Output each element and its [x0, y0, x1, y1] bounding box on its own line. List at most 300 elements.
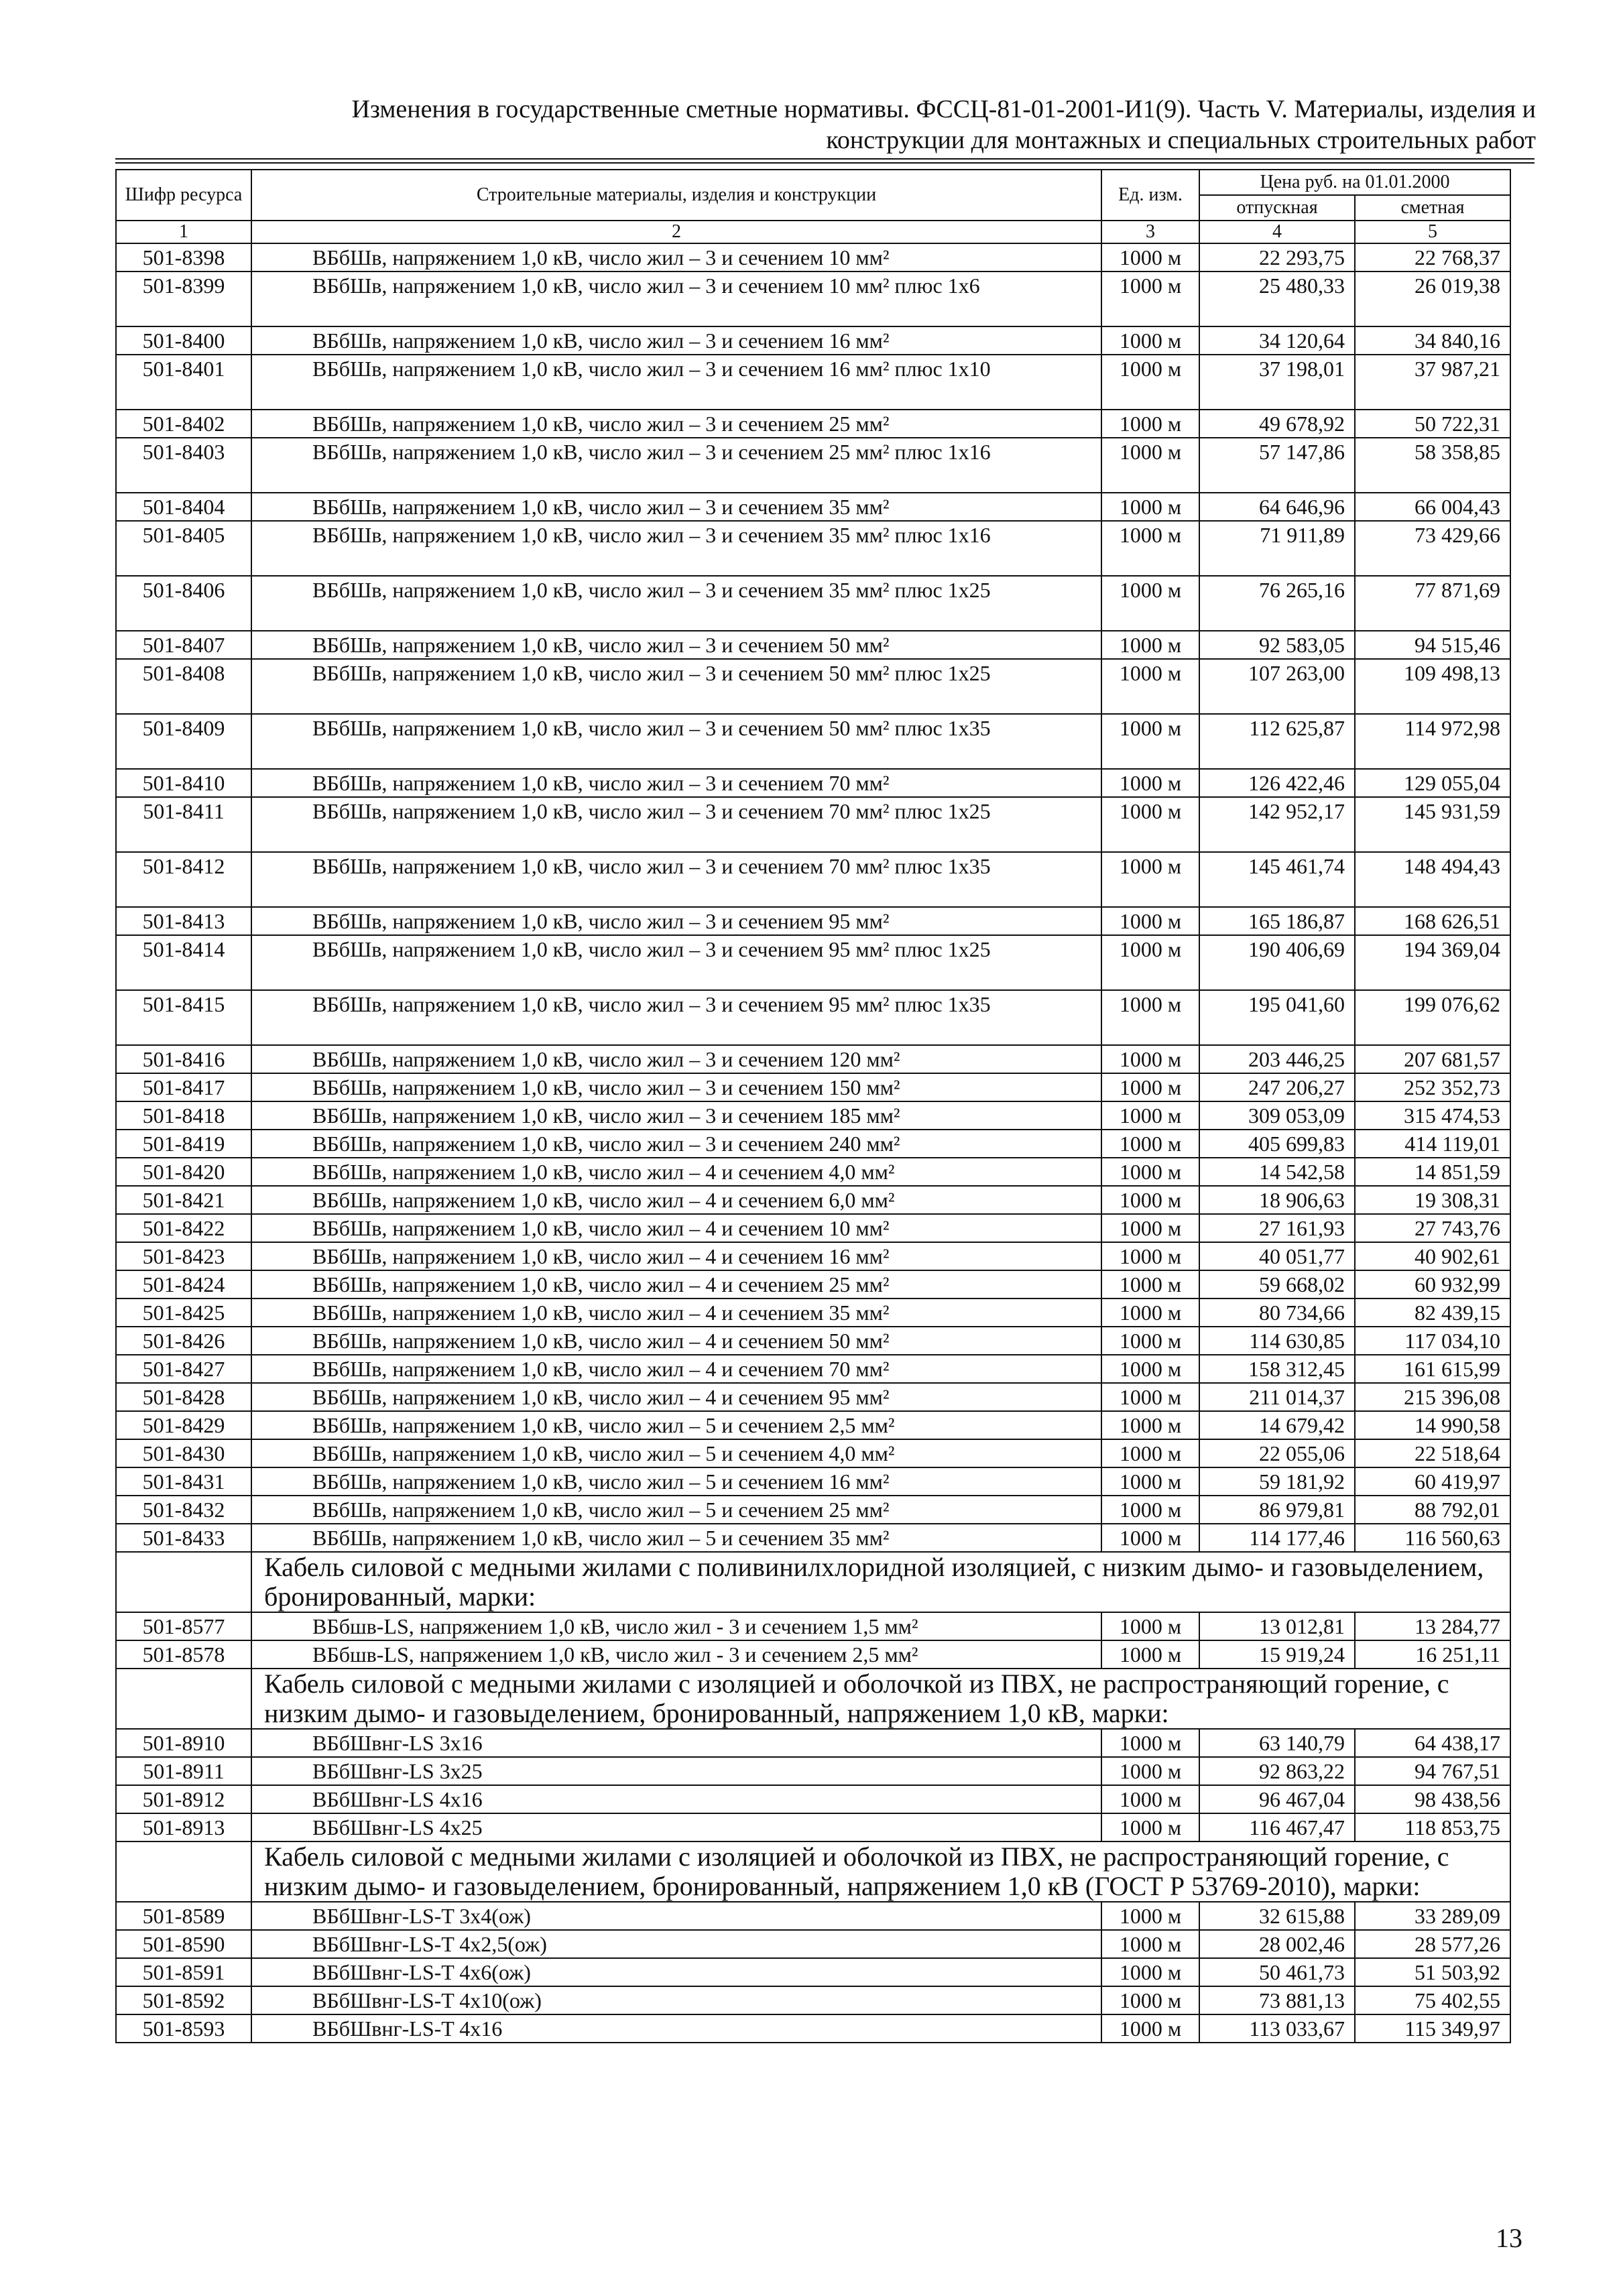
resource-code: 501-8420	[116, 1158, 251, 1186]
material-name: ВБбШв, напряжением 1,0 кВ, число жил – 4 и сечением 35 мм²	[251, 1298, 1101, 1327]
section-code-empty	[116, 1669, 251, 1729]
material-name: ВБбШв, напряжением 1,0 кВ, число жил – 3 и сечением 25 мм² плюс 1х16	[251, 438, 1101, 493]
table-row	[116, 271, 1510, 326]
section-title: Кабель силовой с медными жилами с изоляцией и оболочкой из ПВХ, не распространяющий горение, с низким дымо- и газовыделением, бронированный, напряжением 1,0 кВ, марки:	[251, 1669, 1510, 1729]
unit-of-measure: 1000 м	[1101, 1073, 1199, 1101]
estimate-price: 116 560,63	[1355, 1524, 1510, 1552]
table-row	[116, 1986, 1510, 2014]
material-name: ВБбШв, напряжением 1,0 кВ, число жил – 3 и сечением 25 мм²	[251, 410, 1101, 438]
table-row	[116, 1214, 1510, 1242]
column-number: 3	[1101, 221, 1199, 243]
material-name: ВБбШв, напряжением 1,0 кВ, число жил – 3 и сечением 10 мм²	[251, 243, 1101, 271]
resource-code: 501-8410	[116, 769, 251, 797]
table-row	[116, 493, 1510, 521]
resource-code: 501-8433	[116, 1524, 251, 1552]
resource-code: 501-8416	[116, 1045, 251, 1073]
table-row	[116, 935, 1510, 990]
estimate-price: 145 931,59	[1355, 797, 1510, 852]
table-row	[116, 576, 1510, 631]
unit-of-measure: 1000 м	[1101, 1930, 1199, 1958]
unit-of-measure: 1000 м	[1101, 1270, 1199, 1298]
resource-code: 501-8426	[116, 1327, 251, 1355]
release-price: 165 186,87	[1199, 907, 1355, 935]
material-name: ВБбШвнг-LS-T 4х2,5(ож)	[251, 1930, 1101, 1958]
unit-of-measure: 1000 м	[1101, 1813, 1199, 1841]
unit-of-measure: 1000 м	[1101, 1496, 1199, 1524]
resource-code: 501-8413	[116, 907, 251, 935]
material-name: ВБбШв, напряжением 1,0 кВ, число жил – 3 и сечением 185 мм²	[251, 1101, 1101, 1130]
unit-of-measure: 1000 м	[1101, 1902, 1199, 1930]
unit-of-measure: 1000 м	[1101, 1729, 1199, 1757]
estimate-price: 114 972,98	[1355, 714, 1510, 769]
material-name: ВБбШв, напряжением 1,0 кВ, число жил – 3 и сечением 95 мм²	[251, 907, 1101, 935]
resource-code: 501-8591	[116, 1958, 251, 1986]
unit-of-measure: 1000 м	[1101, 659, 1199, 714]
material-name: ВБбШв, напряжением 1,0 кВ, число жил – 3 и сечением 150 мм²	[251, 1073, 1101, 1101]
unit-of-measure: 1000 м	[1101, 1327, 1199, 1355]
unit-of-measure: 1000 м	[1101, 1158, 1199, 1186]
estimate-price: 26 019,38	[1355, 271, 1510, 326]
resource-code: 501-8400	[116, 326, 251, 355]
resource-code: 501-8405	[116, 521, 251, 576]
resource-code: 501-8592	[116, 1986, 251, 2014]
table-row	[116, 631, 1510, 659]
release-price: 25 480,33	[1199, 271, 1355, 326]
table-row	[116, 1813, 1510, 1841]
unit-of-measure: 1000 м	[1101, 1214, 1199, 1242]
estimate-price: 51 503,92	[1355, 1958, 1510, 1986]
resource-code: 501-8430	[116, 1439, 251, 1467]
estimate-price: 22 518,64	[1355, 1439, 1510, 1467]
material-name: ВБбШв, напряжением 1,0 кВ, число жил – 4 и сечением 95 мм²	[251, 1383, 1101, 1411]
unit-of-measure: 1000 м	[1101, 714, 1199, 769]
material-name: ВБбшв-LS, напряжением 1,0 кВ, число жил - 3 и сечением 1,5 мм²	[251, 1612, 1101, 1640]
material-name: ВБбШв, напряжением 1,0 кВ, число жил – 3 и сечением 10 мм² плюс 1х6	[251, 271, 1101, 326]
table-row	[116, 1130, 1510, 1158]
column-number: 1	[116, 221, 251, 243]
estimate-price: 13 284,77	[1355, 1612, 1510, 1640]
unit-of-measure: 1000 м	[1101, 1130, 1199, 1158]
section-row	[116, 1669, 1510, 1729]
material-name: ВБбШвнг-LS 4х25	[251, 1813, 1101, 1841]
unit-of-measure: 1000 м	[1101, 1186, 1199, 1214]
unit-of-measure: 1000 м	[1101, 935, 1199, 990]
unit-of-measure: 1000 м	[1101, 1242, 1199, 1270]
release-price: 71 911,89	[1199, 521, 1355, 576]
table-row	[116, 521, 1510, 576]
resource-code: 501-8425	[116, 1298, 251, 1327]
header-price-release: отпускная	[1199, 195, 1355, 221]
table-row	[116, 769, 1510, 797]
estimate-price: 117 034,10	[1355, 1327, 1510, 1355]
unit-of-measure: 1000 м	[1101, 438, 1199, 493]
table-row	[116, 1327, 1510, 1355]
resource-code: 501-8399	[116, 271, 251, 326]
resource-code: 501-8401	[116, 355, 251, 410]
table-row	[116, 1045, 1510, 1073]
unit-of-measure: 1000 м	[1101, 1757, 1199, 1785]
estimate-price: 109 498,13	[1355, 659, 1510, 714]
material-name: ВБбШв, напряжением 1,0 кВ, число жил – 3 и сечением 70 мм² плюс 1х25	[251, 797, 1101, 852]
estimate-price: 16 251,11	[1355, 1640, 1510, 1669]
estimate-price: 66 004,43	[1355, 493, 1510, 521]
header-price-estimate: сметная	[1355, 195, 1510, 221]
price-table-container	[115, 169, 1510, 2043]
table-row	[116, 1785, 1510, 1813]
material-name: ВБбШв, напряжением 1,0 кВ, число жил – 3 и сечением 35 мм² плюс 1х25	[251, 576, 1101, 631]
material-name: ВБбШв, напряжением 1,0 кВ, число жил – 3 и сечением 50 мм² плюс 1х25	[251, 659, 1101, 714]
resource-code: 501-8590	[116, 1930, 251, 1958]
estimate-price: 148 494,43	[1355, 852, 1510, 907]
estimate-price: 98 438,56	[1355, 1785, 1510, 1813]
material-name: ВБбШв, напряжением 1,0 кВ, число жил – 5 и сечением 25 мм²	[251, 1496, 1101, 1524]
release-price: 40 051,77	[1199, 1242, 1355, 1270]
estimate-price: 22 768,37	[1355, 243, 1510, 271]
header-line-2: конструкции для монтажных и специальных строительных работ	[826, 126, 1536, 154]
table-row	[116, 410, 1510, 438]
material-name: ВБбШв, напряжением 1,0 кВ, число жил – 3 и сечением 70 мм² плюс 1х35	[251, 852, 1101, 907]
release-price: 190 406,69	[1199, 935, 1355, 990]
unit-of-measure: 1000 м	[1101, 1045, 1199, 1073]
document-header	[201, 94, 1536, 156]
release-price: 34 120,64	[1199, 326, 1355, 355]
release-price: 309 053,09	[1199, 1101, 1355, 1130]
section-title: Кабель силовой с медными жилами с поливинилхлоридной изоляцией, с низким дымо- и газовыделением, бронированный, марки:	[251, 1552, 1510, 1612]
resource-code: 501-8589	[116, 1902, 251, 1930]
resource-code: 501-8593	[116, 2014, 251, 2043]
unit-of-measure: 1000 м	[1101, 1958, 1199, 1986]
material-name: ВБбШв, напряжением 1,0 кВ, число жил – 4 и сечением 6,0 мм²	[251, 1186, 1101, 1214]
resource-code: 501-8415	[116, 990, 251, 1045]
release-price: 112 625,87	[1199, 714, 1355, 769]
release-price: 18 906,63	[1199, 1186, 1355, 1214]
release-price: 73 881,13	[1199, 1986, 1355, 2014]
release-price: 49 678,92	[1199, 410, 1355, 438]
release-price: 113 033,67	[1199, 2014, 1355, 2043]
table-row	[116, 1383, 1510, 1411]
estimate-price: 14 990,58	[1355, 1411, 1510, 1439]
estimate-price: 168 626,51	[1355, 907, 1510, 935]
estimate-price: 19 308,31	[1355, 1186, 1510, 1214]
estimate-price: 33 289,09	[1355, 1902, 1510, 1930]
header-unit: Ед. изм.	[1101, 170, 1199, 221]
release-price: 59 668,02	[1199, 1270, 1355, 1298]
release-price: 32 615,88	[1199, 1902, 1355, 1930]
resource-code: 501-8422	[116, 1214, 251, 1242]
table-row	[116, 1073, 1510, 1101]
resource-code: 501-8403	[116, 438, 251, 493]
material-name: ВБбШвнг-LS-T 3х4(ож)	[251, 1902, 1101, 1930]
page-number: 13	[1496, 2223, 1522, 2253]
material-name: ВБбШв, напряжением 1,0 кВ, число жил – 5 и сечением 4,0 мм²	[251, 1439, 1101, 1467]
material-name: ВБбШв, напряжением 1,0 кВ, число жил – 3 и сечением 16 мм² плюс 1х10	[251, 355, 1101, 410]
material-name: ВБбШв, напряжением 1,0 кВ, число жил – 5 и сечением 2,5 мм²	[251, 1411, 1101, 1439]
material-name: ВБбШв, напряжением 1,0 кВ, число жил – 4 и сечением 16 мм²	[251, 1242, 1101, 1270]
resource-code: 501-8429	[116, 1411, 251, 1439]
unit-of-measure: 1000 м	[1101, 907, 1199, 935]
release-price: 145 461,74	[1199, 852, 1355, 907]
release-price: 14 542,58	[1199, 1158, 1355, 1186]
unit-of-measure: 1000 м	[1101, 852, 1199, 907]
unit-of-measure: 1000 м	[1101, 769, 1199, 797]
resource-code: 501-8431	[116, 1467, 251, 1496]
table-row	[116, 326, 1510, 355]
section-row	[116, 1841, 1510, 1902]
unit-of-measure: 1000 м	[1101, 2014, 1199, 2043]
material-name: ВБбШв, напряжением 1,0 кВ, число жил – 3 и сечением 50 мм²	[251, 631, 1101, 659]
table-row	[116, 1958, 1510, 1986]
material-name: ВБбШвнг-LS 3х16	[251, 1729, 1101, 1757]
release-price: 405 699,83	[1199, 1130, 1355, 1158]
resource-code: 501-8404	[116, 493, 251, 521]
section-code-empty	[116, 1841, 251, 1902]
unit-of-measure: 1000 м	[1101, 1986, 1199, 2014]
resource-code: 501-8414	[116, 935, 251, 990]
estimate-price: 60 932,99	[1355, 1270, 1510, 1298]
unit-of-measure: 1000 м	[1101, 1101, 1199, 1130]
table-row	[116, 1101, 1510, 1130]
price-table	[115, 169, 1511, 2043]
table-row	[116, 1298, 1510, 1327]
material-name: ВБбШв, напряжением 1,0 кВ, число жил – 5 и сечением 16 мм²	[251, 1467, 1101, 1496]
material-name: ВБбШвнг-LS-T 4х16	[251, 2014, 1101, 2043]
table-row	[116, 1270, 1510, 1298]
section-title: Кабель силовой с медными жилами с изоляцией и оболочкой из ПВХ, не распространяющий горение, с низким дымо- и газовыделением, бронированный, напряжением 1,0 кВ (ГОСТ Р 53769-2010), марки:	[251, 1841, 1510, 1902]
table-row	[116, 2014, 1510, 2043]
table-row	[116, 1524, 1510, 1552]
table-row	[116, 1902, 1510, 1930]
release-price: 142 952,17	[1199, 797, 1355, 852]
header-line-1: Изменения в государственные сметные нормативы. ФССЦ-81-01-2001-И1(9). Часть V. Материалы, изделия и	[351, 95, 1536, 123]
material-name: ВБбШвнг-LS 3х25	[251, 1757, 1101, 1785]
resource-code: 501-8578	[116, 1640, 251, 1669]
resource-code: 501-8408	[116, 659, 251, 714]
estimate-price: 77 871,69	[1355, 576, 1510, 631]
unit-of-measure: 1000 м	[1101, 1411, 1199, 1439]
resource-code: 501-8398	[116, 243, 251, 271]
release-price: 59 181,92	[1199, 1467, 1355, 1496]
resource-code: 501-8419	[116, 1130, 251, 1158]
header-code: Шифр ресурса	[116, 170, 251, 221]
column-number: 5	[1355, 221, 1510, 243]
header-rule	[115, 162, 1535, 164]
estimate-price: 34 840,16	[1355, 326, 1510, 355]
estimate-price: 60 419,97	[1355, 1467, 1510, 1496]
resource-code: 501-8417	[116, 1073, 251, 1101]
estimate-price: 194 369,04	[1355, 935, 1510, 990]
unit-of-measure: 1000 м	[1101, 1355, 1199, 1383]
estimate-price: 28 577,26	[1355, 1930, 1510, 1958]
release-price: 28 002,46	[1199, 1930, 1355, 1958]
resource-code: 501-8432	[116, 1496, 251, 1524]
column-number: 4	[1199, 221, 1355, 243]
release-price: 80 734,66	[1199, 1298, 1355, 1327]
table-row	[116, 1467, 1510, 1496]
estimate-price: 161 615,99	[1355, 1355, 1510, 1383]
estimate-price: 118 853,75	[1355, 1813, 1510, 1841]
material-name: ВБбШв, напряжением 1,0 кВ, число жил – 4 и сечением 10 мм²	[251, 1214, 1101, 1242]
unit-of-measure: 1000 м	[1101, 355, 1199, 410]
table-row	[116, 797, 1510, 852]
release-price: 76 265,16	[1199, 576, 1355, 631]
header-rule	[115, 158, 1535, 160]
release-price: 57 147,86	[1199, 438, 1355, 493]
release-price: 86 979,81	[1199, 1496, 1355, 1524]
table-row	[116, 1242, 1510, 1270]
resource-code: 501-8418	[116, 1101, 251, 1130]
material-name: ВБбШв, напряжением 1,0 кВ, число жил – 3 и сечением 35 мм²	[251, 493, 1101, 521]
unit-of-measure: 1000 м	[1101, 410, 1199, 438]
unit-of-measure: 1000 м	[1101, 1439, 1199, 1467]
table-row	[116, 243, 1510, 271]
estimate-price: 252 352,73	[1355, 1073, 1510, 1101]
estimate-price: 37 987,21	[1355, 355, 1510, 410]
unit-of-measure: 1000 м	[1101, 631, 1199, 659]
resource-code: 501-8577	[116, 1612, 251, 1640]
resource-code: 501-8911	[116, 1757, 251, 1785]
release-price: 92 583,05	[1199, 631, 1355, 659]
resource-code: 501-8913	[116, 1813, 251, 1841]
unit-of-measure: 1000 м	[1101, 493, 1199, 521]
estimate-price: 315 474,53	[1355, 1101, 1510, 1130]
material-name: ВБбШвнг-LS-T 4х10(ож)	[251, 1986, 1101, 2014]
estimate-price: 50 722,31	[1355, 410, 1510, 438]
release-price: 126 422,46	[1199, 769, 1355, 797]
unit-of-measure: 1000 м	[1101, 1640, 1199, 1669]
release-price: 63 140,79	[1199, 1729, 1355, 1757]
header-material: Строительные материалы, изделия и конструкции	[251, 170, 1101, 221]
estimate-price: 82 439,15	[1355, 1298, 1510, 1327]
release-price: 92 863,22	[1199, 1757, 1355, 1785]
unit-of-measure: 1000 м	[1101, 1524, 1199, 1552]
resource-code: 501-8912	[116, 1785, 251, 1813]
unit-of-measure: 1000 м	[1101, 521, 1199, 576]
resource-code: 501-8411	[116, 797, 251, 852]
unit-of-measure: 1000 м	[1101, 576, 1199, 631]
estimate-price: 129 055,04	[1355, 769, 1510, 797]
release-price: 96 467,04	[1199, 1785, 1355, 1813]
resource-code: 501-8428	[116, 1383, 251, 1411]
table-row	[116, 659, 1510, 714]
estimate-price: 73 429,66	[1355, 521, 1510, 576]
table-row	[116, 990, 1510, 1045]
unit-of-measure: 1000 м	[1101, 1785, 1199, 1813]
resource-code: 501-8421	[116, 1186, 251, 1214]
release-price: 114 630,85	[1199, 1327, 1355, 1355]
estimate-price: 414 119,01	[1355, 1130, 1510, 1158]
release-price: 195 041,60	[1199, 990, 1355, 1045]
resource-code: 501-8424	[116, 1270, 251, 1298]
table-row	[116, 1757, 1510, 1785]
estimate-price: 94 515,46	[1355, 631, 1510, 659]
table-row	[116, 1186, 1510, 1214]
section-code-empty	[116, 1552, 251, 1612]
table-row	[116, 907, 1510, 935]
estimate-price: 88 792,01	[1355, 1496, 1510, 1524]
material-name: ВБбШвнг-LS-T 4х6(ож)	[251, 1958, 1101, 1986]
table-row	[116, 1930, 1510, 1958]
release-price: 14 679,42	[1199, 1411, 1355, 1439]
table-row	[116, 714, 1510, 769]
material-name: ВБбШв, напряжением 1,0 кВ, число жил – 3 и сечением 240 мм²	[251, 1130, 1101, 1158]
release-price: 116 467,47	[1199, 1813, 1355, 1841]
resource-code: 501-8409	[116, 714, 251, 769]
release-price: 247 206,27	[1199, 1073, 1355, 1101]
material-name: ВБбШв, напряжением 1,0 кВ, число жил – 3 и сечением 95 мм² плюс 1х35	[251, 990, 1101, 1045]
material-name: ВБбШв, напряжением 1,0 кВ, число жил – 3 и сечением 70 мм²	[251, 769, 1101, 797]
material-name: ВБбШв, напряжением 1,0 кВ, число жил – 3 и сечением 120 мм²	[251, 1045, 1101, 1073]
release-price: 15 919,24	[1199, 1640, 1355, 1669]
material-name: ВБбшв-LS, напряжением 1,0 кВ, число жил - 3 и сечением 2,5 мм²	[251, 1640, 1101, 1669]
material-name: ВБбШв, напряжением 1,0 кВ, число жил – 4 и сечением 25 мм²	[251, 1270, 1101, 1298]
release-price: 13 012,81	[1199, 1612, 1355, 1640]
table-row	[116, 852, 1510, 907]
resource-code: 501-8910	[116, 1729, 251, 1757]
resource-code: 501-8412	[116, 852, 251, 907]
estimate-price: 94 767,51	[1355, 1757, 1510, 1785]
release-price: 203 446,25	[1199, 1045, 1355, 1073]
release-price: 211 014,37	[1199, 1383, 1355, 1411]
unit-of-measure: 1000 м	[1101, 1612, 1199, 1640]
section-row	[116, 1552, 1510, 1612]
table-row	[116, 355, 1510, 410]
estimate-price: 199 076,62	[1355, 990, 1510, 1045]
estimate-price: 58 358,85	[1355, 438, 1510, 493]
estimate-price: 75 402,55	[1355, 1986, 1510, 2014]
resource-code: 501-8407	[116, 631, 251, 659]
table-row	[116, 1640, 1510, 1669]
table-row	[116, 1612, 1510, 1640]
estimate-price: 14 851,59	[1355, 1158, 1510, 1186]
unit-of-measure: 1000 м	[1101, 990, 1199, 1045]
estimate-price: 64 438,17	[1355, 1729, 1510, 1757]
table-row	[116, 1439, 1510, 1467]
unit-of-measure: 1000 м	[1101, 1467, 1199, 1496]
unit-of-measure: 1000 м	[1101, 1383, 1199, 1411]
release-price: 27 161,93	[1199, 1214, 1355, 1242]
estimate-price: 40 902,61	[1355, 1242, 1510, 1270]
table-row	[116, 1411, 1510, 1439]
release-price: 158 312,45	[1199, 1355, 1355, 1383]
table-row	[116, 438, 1510, 493]
resource-code: 501-8406	[116, 576, 251, 631]
unit-of-measure: 1000 м	[1101, 243, 1199, 271]
release-price: 107 263,00	[1199, 659, 1355, 714]
resource-code: 501-8423	[116, 1242, 251, 1270]
material-name: ВБбШв, напряжением 1,0 кВ, число жил – 5 и сечением 35 мм²	[251, 1524, 1101, 1552]
estimate-price: 115 349,97	[1355, 2014, 1510, 2043]
material-name: ВБбШв, напряжением 1,0 кВ, число жил – 3 и сечением 50 мм² плюс 1х35	[251, 714, 1101, 769]
estimate-price: 27 743,76	[1355, 1214, 1510, 1242]
unit-of-measure: 1000 м	[1101, 326, 1199, 355]
material-name: ВБбШв, напряжением 1,0 кВ, число жил – 3 и сечением 95 мм² плюс 1х25	[251, 935, 1101, 990]
release-price: 37 198,01	[1199, 355, 1355, 410]
unit-of-measure: 1000 м	[1101, 1298, 1199, 1327]
resource-code: 501-8427	[116, 1355, 251, 1383]
table-row	[116, 1496, 1510, 1524]
unit-of-measure: 1000 м	[1101, 797, 1199, 852]
material-name: ВБбШв, напряжением 1,0 кВ, число жил – 4 и сечением 50 мм²	[251, 1327, 1101, 1355]
column-number-row	[116, 221, 1510, 243]
resource-code: 501-8402	[116, 410, 251, 438]
header-price-group: Цена руб. на 01.01.2000	[1199, 170, 1510, 195]
estimate-price: 215 396,08	[1355, 1383, 1510, 1411]
material-name: ВБбШв, напряжением 1,0 кВ, число жил – 3 и сечением 16 мм²	[251, 326, 1101, 355]
release-price: 114 177,46	[1199, 1524, 1355, 1552]
release-price: 22 293,75	[1199, 243, 1355, 271]
material-name: ВБбШв, напряжением 1,0 кВ, число жил – 3 и сечением 35 мм² плюс 1х16	[251, 521, 1101, 576]
table-row	[116, 1158, 1510, 1186]
